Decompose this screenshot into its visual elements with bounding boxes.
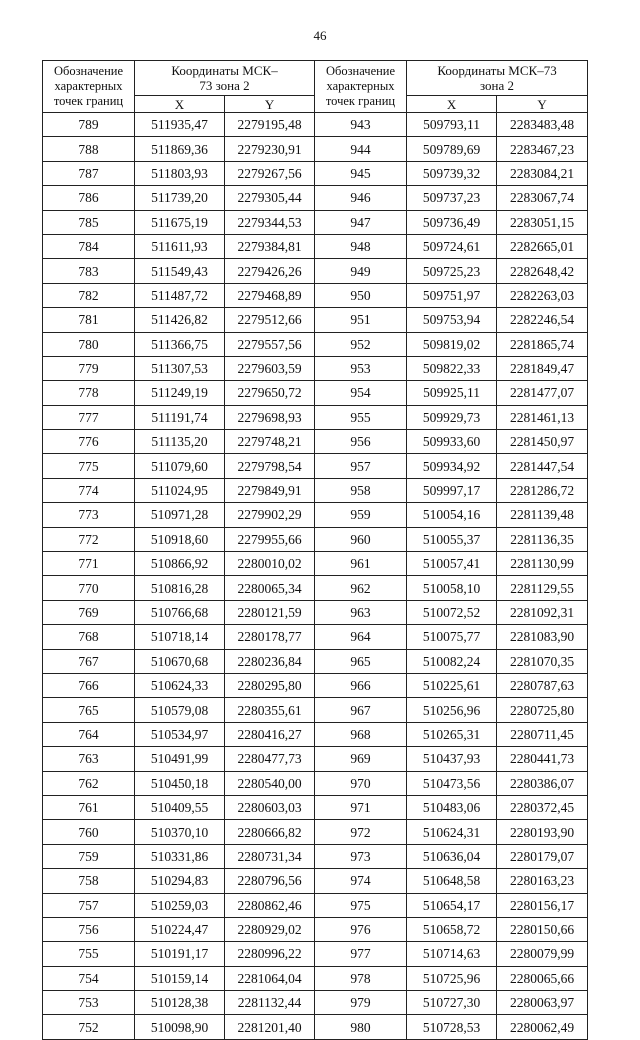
y-coord-right: 2281139,48 [497, 503, 588, 527]
point-id-right: 973 [315, 844, 407, 868]
y-coord-right: 2282246,54 [497, 308, 588, 332]
table-header [43, 61, 588, 113]
y-coord-left: 2279650,72 [225, 381, 315, 405]
y-coord-right: 2280065,66 [497, 966, 588, 990]
x-coord-right: 510654,17 [407, 893, 497, 917]
x-coord-left: 510866,92 [135, 552, 225, 576]
point-id-left: 763 [43, 747, 135, 771]
table-row [43, 430, 588, 454]
x-coord-left: 511739,20 [135, 186, 225, 210]
x-coord-right: 510225,61 [407, 673, 497, 697]
x-coord-right: 510057,41 [407, 552, 497, 576]
y-coord-left: 2280666,82 [225, 820, 315, 844]
x-header-left: X [135, 96, 225, 113]
point-id-left: 771 [43, 552, 135, 576]
y-coord-right: 2281092,31 [497, 600, 588, 624]
point-id-left: 782 [43, 283, 135, 307]
x-coord-left: 510294,83 [135, 869, 225, 893]
y-coord-right: 2281865,74 [497, 332, 588, 356]
x-coord-left: 510918,60 [135, 527, 225, 551]
x-coord-left: 510534,97 [135, 722, 225, 746]
table-body [43, 113, 588, 1040]
x-coord-right: 510437,93 [407, 747, 497, 771]
x-coord-left: 511935,47 [135, 113, 225, 137]
table-row [43, 283, 588, 307]
coords-label-header-left: Координаты МСК–73 зона 2 [135, 61, 315, 96]
x-coord-left: 510370,10 [135, 820, 225, 844]
table-row [43, 893, 588, 917]
y-coord-right: 2280179,07 [497, 844, 588, 868]
x-coord-right: 509751,97 [407, 283, 497, 307]
table-row [43, 576, 588, 600]
point-id-right: 952 [315, 332, 407, 356]
table-row [43, 869, 588, 893]
x-coord-right: 510483,06 [407, 795, 497, 819]
x-coord-right: 509925,11 [407, 381, 497, 405]
x-coord-right: 509789,69 [407, 137, 497, 161]
point-id-right: 959 [315, 503, 407, 527]
point-id-right: 976 [315, 917, 407, 941]
x-coord-left: 511549,43 [135, 259, 225, 283]
x-coord-right: 510648,58 [407, 869, 497, 893]
point-id-right: 967 [315, 698, 407, 722]
point-id-left: 765 [43, 698, 135, 722]
y-coord-left: 2280477,73 [225, 747, 315, 771]
y-coord-left: 2279698,93 [225, 405, 315, 429]
table-row [43, 161, 588, 185]
point-id-left: 783 [43, 259, 135, 283]
x-coord-right: 510054,16 [407, 503, 497, 527]
y-coord-right: 2281083,90 [497, 625, 588, 649]
point-id-right: 970 [315, 771, 407, 795]
point-id-left: 770 [43, 576, 135, 600]
table-row [43, 332, 588, 356]
table-row [43, 137, 588, 161]
y-coord-left: 2280178,77 [225, 625, 315, 649]
x-coord-right: 509739,32 [407, 161, 497, 185]
y-coord-right: 2281447,54 [497, 454, 588, 478]
y-coord-left: 2280416,27 [225, 722, 315, 746]
y-coord-right: 2281849,47 [497, 356, 588, 380]
point-id-right: 961 [315, 552, 407, 576]
x-coord-left: 510624,33 [135, 673, 225, 697]
point-id-left: 779 [43, 356, 135, 380]
table-row [43, 917, 588, 941]
y-coord-left: 2280065,34 [225, 576, 315, 600]
y-coord-left: 2280236,84 [225, 649, 315, 673]
y-coord-left: 2280010,02 [225, 552, 315, 576]
x-coord-right: 510624,31 [407, 820, 497, 844]
y-coord-right: 2281136,35 [497, 527, 588, 551]
x-coord-right: 510728,53 [407, 1015, 497, 1039]
x-coord-right: 510473,56 [407, 771, 497, 795]
x-coord-left: 511249,19 [135, 381, 225, 405]
point-id-right: 975 [315, 893, 407, 917]
point-id-left: 759 [43, 844, 135, 868]
x-coord-right: 509724,61 [407, 234, 497, 258]
y-coord-left: 2279230,91 [225, 137, 315, 161]
x-coord-right: 509737,23 [407, 186, 497, 210]
x-coord-left: 511307,53 [135, 356, 225, 380]
x-coord-left: 511675,19 [135, 210, 225, 234]
y-header-right: Y [497, 96, 588, 113]
x-coord-right: 510636,04 [407, 844, 497, 868]
point-id-left: 766 [43, 673, 135, 697]
x-coord-right: 509933,60 [407, 430, 497, 454]
point-id-left: 781 [43, 308, 135, 332]
coords-label-header-right: Координаты МСК–73 зона 2 [407, 61, 588, 96]
x-coord-left: 510409,55 [135, 795, 225, 819]
point-id-right: 955 [315, 405, 407, 429]
point-id-right: 978 [315, 966, 407, 990]
x-coord-right: 510058,10 [407, 576, 497, 600]
y-coord-left: 2279468,89 [225, 283, 315, 307]
point-id-left: 789 [43, 113, 135, 137]
y-coord-left: 2279798,54 [225, 454, 315, 478]
y-coord-left: 2279902,29 [225, 503, 315, 527]
point-id-left: 778 [43, 381, 135, 405]
point-id-right: 962 [315, 576, 407, 600]
point-id-left: 784 [43, 234, 135, 258]
point-id-left: 760 [43, 820, 135, 844]
table-row [43, 722, 588, 746]
y-coord-right: 2281286,72 [497, 478, 588, 502]
point-id-left: 775 [43, 454, 135, 478]
page-number: 46 [313, 28, 327, 43]
point-id-right: 960 [315, 527, 407, 551]
y-coord-left: 2280540,00 [225, 771, 315, 795]
point-id-right: 964 [315, 625, 407, 649]
y-coord-left: 2280731,34 [225, 844, 315, 868]
x-coord-right: 509934,92 [407, 454, 497, 478]
table-row [43, 625, 588, 649]
point-id-left: 753 [43, 991, 135, 1015]
y-coord-left: 2279267,56 [225, 161, 315, 185]
point-id-left: 780 [43, 332, 135, 356]
y-coord-left: 2281201,40 [225, 1015, 315, 1039]
y-coord-left: 2279748,21 [225, 430, 315, 454]
x-coord-right: 510727,30 [407, 991, 497, 1015]
y-coord-left: 2281064,04 [225, 966, 315, 990]
y-coord-right: 2280156,17 [497, 893, 588, 917]
y-coord-right: 2280063,97 [497, 991, 588, 1015]
point-id-left: 764 [43, 722, 135, 746]
point-id-left: 754 [43, 966, 135, 990]
table-row [43, 747, 588, 771]
x-coord-right: 510082,24 [407, 649, 497, 673]
coordinates-table [42, 60, 588, 1040]
point-id-left: 756 [43, 917, 135, 941]
table-row [43, 259, 588, 283]
point-id-right: 953 [315, 356, 407, 380]
x-coord-left: 511803,93 [135, 161, 225, 185]
table-row [43, 795, 588, 819]
y-coord-left: 2279849,91 [225, 478, 315, 502]
y-coord-left: 2280996,22 [225, 942, 315, 966]
x-coord-left: 511366,75 [135, 332, 225, 356]
x-coord-left: 510259,03 [135, 893, 225, 917]
x-coord-right: 509822,33 [407, 356, 497, 380]
point-id-right: 977 [315, 942, 407, 966]
y-coord-right: 2280193,90 [497, 820, 588, 844]
x-coord-left: 510098,90 [135, 1015, 225, 1039]
x-coord-left: 510191,17 [135, 942, 225, 966]
point-id-left: 777 [43, 405, 135, 429]
x-coord-right: 509819,02 [407, 332, 497, 356]
point-id-right: 951 [315, 308, 407, 332]
point-id-left: 772 [43, 527, 135, 551]
point-id-right: 968 [315, 722, 407, 746]
x-coord-left: 510128,38 [135, 991, 225, 1015]
x-coord-left: 511135,20 [135, 430, 225, 454]
point-id-right: 945 [315, 161, 407, 185]
point-id-left: 787 [43, 161, 135, 185]
y-coord-left: 2279557,56 [225, 332, 315, 356]
point-id-left: 788 [43, 137, 135, 161]
y-coord-right: 2280079,99 [497, 942, 588, 966]
y-coord-left: 2280796,56 [225, 869, 315, 893]
y-coord-right: 2280787,63 [497, 673, 588, 697]
table-row [43, 113, 588, 137]
y-coord-right: 2281129,55 [497, 576, 588, 600]
x-coord-right: 509736,49 [407, 210, 497, 234]
x-coord-left: 510579,08 [135, 698, 225, 722]
y-coord-right: 2280441,73 [497, 747, 588, 771]
x-coord-right: 510072,52 [407, 600, 497, 624]
table-row [43, 454, 588, 478]
point-id-left: 761 [43, 795, 135, 819]
point-id-right: 956 [315, 430, 407, 454]
y-coord-right: 2283051,15 [497, 210, 588, 234]
point-label-header-left: Обозначение характерных точек границ [43, 61, 135, 113]
point-id-right: 944 [315, 137, 407, 161]
x-coord-right: 510714,63 [407, 942, 497, 966]
table-row [43, 1015, 588, 1039]
table-row [43, 356, 588, 380]
y-coord-right: 2283067,74 [497, 186, 588, 210]
table-row [43, 844, 588, 868]
point-id-right: 980 [315, 1015, 407, 1039]
y-coord-right: 2281450,97 [497, 430, 588, 454]
y-coord-right: 2280711,45 [497, 722, 588, 746]
point-id-right: 954 [315, 381, 407, 405]
point-id-right: 972 [315, 820, 407, 844]
y-coord-left: 2279195,48 [225, 113, 315, 137]
x-coord-right: 509753,94 [407, 308, 497, 332]
table-row [43, 966, 588, 990]
point-id-right: 963 [315, 600, 407, 624]
y-coord-left: 2279603,59 [225, 356, 315, 380]
point-label-header-right: Обозначение характерных точек границ [315, 61, 407, 113]
x-coord-left: 510224,47 [135, 917, 225, 941]
x-coord-left: 511611,93 [135, 234, 225, 258]
point-id-right: 969 [315, 747, 407, 771]
point-id-left: 769 [43, 600, 135, 624]
x-coord-left: 510718,14 [135, 625, 225, 649]
point-id-right: 974 [315, 869, 407, 893]
y-coord-right: 2280163,23 [497, 869, 588, 893]
x-coord-right: 510725,96 [407, 966, 497, 990]
x-coord-right: 510265,31 [407, 722, 497, 746]
y-coord-right: 2280062,49 [497, 1015, 588, 1039]
point-id-left: 768 [43, 625, 135, 649]
x-coord-left: 511079,60 [135, 454, 225, 478]
y-coord-left: 2280295,80 [225, 673, 315, 697]
table-row [43, 942, 588, 966]
point-id-left: 757 [43, 893, 135, 917]
y-coord-left: 2279955,66 [225, 527, 315, 551]
x-coord-right: 510256,96 [407, 698, 497, 722]
y-coord-left: 2279384,81 [225, 234, 315, 258]
table-row [43, 234, 588, 258]
table-row [43, 649, 588, 673]
point-id-right: 966 [315, 673, 407, 697]
point-id-left: 755 [43, 942, 135, 966]
y-coord-right: 2280372,45 [497, 795, 588, 819]
x-coord-left: 510450,18 [135, 771, 225, 795]
point-id-left: 752 [43, 1015, 135, 1039]
y-coord-right: 2282648,42 [497, 259, 588, 283]
table-row [43, 698, 588, 722]
x-coord-left: 510816,28 [135, 576, 225, 600]
x-coord-left: 511426,82 [135, 308, 225, 332]
point-id-left: 767 [43, 649, 135, 673]
point-id-right: 950 [315, 283, 407, 307]
y-coord-right: 2280725,80 [497, 698, 588, 722]
table-row [43, 405, 588, 429]
point-id-left: 762 [43, 771, 135, 795]
y-coord-right: 2281070,35 [497, 649, 588, 673]
y-coord-right: 2283467,23 [497, 137, 588, 161]
table-row [43, 308, 588, 332]
table-row [43, 820, 588, 844]
table-row [43, 503, 588, 527]
point-id-right: 965 [315, 649, 407, 673]
point-id-left: 773 [43, 503, 135, 527]
x-coord-left: 510491,99 [135, 747, 225, 771]
x-coord-right: 510075,77 [407, 625, 497, 649]
table-row [43, 600, 588, 624]
x-coord-left: 510766,68 [135, 600, 225, 624]
x-coord-right: 509725,23 [407, 259, 497, 283]
y-coord-left: 2279512,66 [225, 308, 315, 332]
y-coord-right: 2282665,01 [497, 234, 588, 258]
table-row [43, 991, 588, 1015]
x-coord-left: 510159,14 [135, 966, 225, 990]
y-coord-right: 2280386,07 [497, 771, 588, 795]
table-row [43, 673, 588, 697]
y-coord-right: 2283084,21 [497, 161, 588, 185]
y-coord-left: 2280929,02 [225, 917, 315, 941]
point-id-right: 946 [315, 186, 407, 210]
x-coord-left: 511869,36 [135, 137, 225, 161]
point-id-left: 785 [43, 210, 135, 234]
y-coord-left: 2280355,61 [225, 698, 315, 722]
point-id-right: 948 [315, 234, 407, 258]
y-coord-left: 2279426,26 [225, 259, 315, 283]
point-id-left: 758 [43, 869, 135, 893]
x-coord-right: 509929,73 [407, 405, 497, 429]
y-coord-left: 2280603,03 [225, 795, 315, 819]
y-coord-left: 2281132,44 [225, 991, 315, 1015]
y-coord-left: 2279344,53 [225, 210, 315, 234]
y-coord-left: 2280862,46 [225, 893, 315, 917]
point-id-left: 776 [43, 430, 135, 454]
table-row [43, 527, 588, 551]
x-coord-left: 511024,95 [135, 478, 225, 502]
x-header-right: X [407, 96, 497, 113]
x-coord-left: 510670,68 [135, 649, 225, 673]
point-id-right: 943 [315, 113, 407, 137]
table-row [43, 771, 588, 795]
table-row [43, 552, 588, 576]
point-id-right: 971 [315, 795, 407, 819]
x-coord-left: 511191,74 [135, 405, 225, 429]
point-id-right: 947 [315, 210, 407, 234]
x-coord-left: 510331,86 [135, 844, 225, 868]
point-id-right: 957 [315, 454, 407, 478]
y-coord-right: 2280150,66 [497, 917, 588, 941]
table-row [43, 478, 588, 502]
point-id-right: 958 [315, 478, 407, 502]
y-coord-right: 2281477,07 [497, 381, 588, 405]
x-coord-right: 509793,11 [407, 113, 497, 137]
x-coord-right: 510055,37 [407, 527, 497, 551]
y-coord-right: 2282263,03 [497, 283, 588, 307]
point-id-right: 979 [315, 991, 407, 1015]
point-id-left: 774 [43, 478, 135, 502]
y-header-left: Y [225, 96, 315, 113]
table-row [43, 210, 588, 234]
point-id-right: 949 [315, 259, 407, 283]
y-coord-left: 2280121,59 [225, 600, 315, 624]
y-coord-right: 2281461,13 [497, 405, 588, 429]
point-id-left: 786 [43, 186, 135, 210]
y-coord-left: 2279305,44 [225, 186, 315, 210]
x-coord-right: 509997,17 [407, 478, 497, 502]
y-coord-right: 2281130,99 [497, 552, 588, 576]
x-coord-left: 511487,72 [135, 283, 225, 307]
table-row [43, 186, 588, 210]
x-coord-left: 510971,28 [135, 503, 225, 527]
table-row [43, 381, 588, 405]
x-coord-right: 510658,72 [407, 917, 497, 941]
y-coord-right: 2283483,48 [497, 113, 588, 137]
